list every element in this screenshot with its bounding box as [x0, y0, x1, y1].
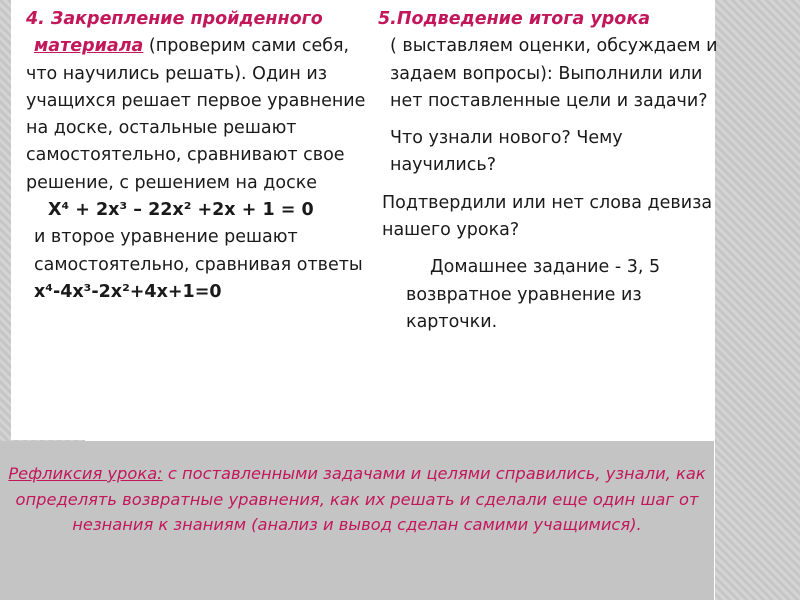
section-5-para-1: ( выставляем оценки, обсуждаем и задаем вопросы): Выполнили или нет поставленные цели и задачи? [390, 36, 718, 111]
section-5-heading: 5.Подведение итога урока [378, 9, 651, 29]
section-5-para-2: Что узнали нового? Чему научились? [390, 128, 623, 176]
section-4-second-text: и второе уравнение решают самостоятельно, сравнивая ответы [34, 227, 363, 275]
section-4-column [26, 6, 371, 306]
equation-1: Х⁴ + 2х³ – 22х² +2х + 1 = 0 [48, 200, 314, 221]
equation-2: х⁴-4х³-2х²+4х+1=0 [34, 281, 222, 302]
section-4-heading: 4. Закрепление пройденного [26, 9, 323, 29]
section-5-column [378, 6, 718, 336]
reflection-body: с поставленными задачами и целями справились, узнали, как определять возвратные уравнения, как их решать и сделали еще один шаг от незнания к знаниям (анализ и вывод сделан самими учащимися). [15, 464, 706, 534]
section-4-heading-cont: материала [34, 36, 144, 57]
reflection-title: Рефликсия урока: [8, 464, 163, 483]
section-4-second [26, 224, 371, 306]
section-5-para-3: Подтвердили или нет слова девиза нашего урока? [382, 192, 713, 241]
section-5-para-4: Домашнее задание - 3, 5 возвратное уравнение из карточки. [406, 257, 661, 332]
content-card [11, 0, 718, 440]
section-4-intro: (проверим сами себя, что научились решать). Один из учащихся решает первое уравнение на доске, остальные решают самостоятельно, сравнивают свое решение, с решением на доске [26, 36, 366, 193]
reflection-text [0, 461, 714, 538]
reflection-panel [0, 441, 714, 600]
section-4-text [26, 6, 371, 197]
